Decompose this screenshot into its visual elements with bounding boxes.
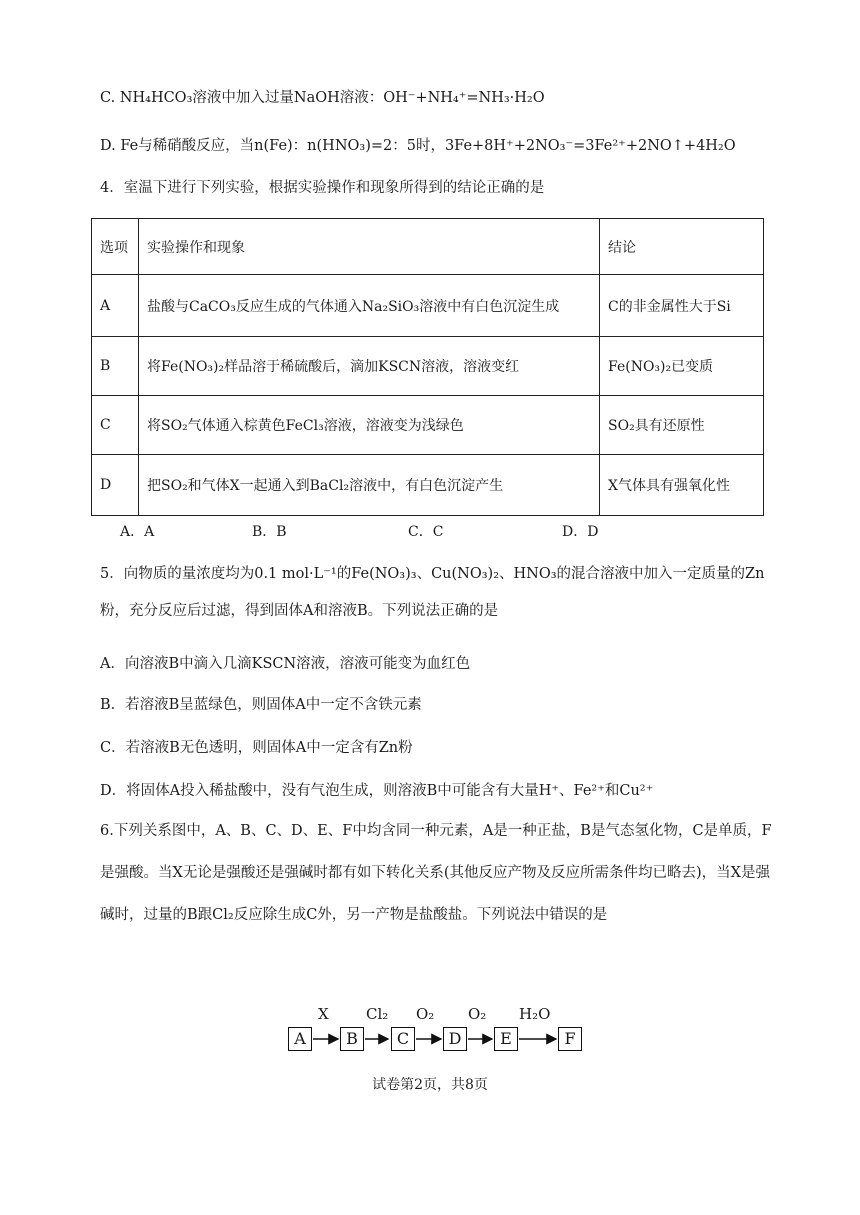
row-operation: 将Fe(NO₃)₂样品溶于稀硫酸后，滴加KSCN溶液，溶液变红	[139, 337, 600, 396]
question-5-option-c: C．若溶液B无色透明，则固体A中一定含有Zn粉	[100, 740, 413, 756]
row-operation: 将SO₂气体通入棕黄色FeCl₃溶液，溶液变为浅绿色	[139, 396, 600, 455]
row-conclusion: SO₂具有还原性	[600, 396, 764, 455]
node-f: F	[558, 1027, 582, 1051]
header-conclusion: 结论	[600, 219, 764, 275]
row-operation: 盐酸与CaCO₃反应生成的气体通入Na₂SiO₃溶液中有白色沉淀生成	[139, 275, 600, 337]
question-5-option-d: D．将固体A投入稀盐酸中，没有气泡生成，则溶液B中可能含有大量H⁺、Fe²⁺和Cu²⁺	[100, 783, 654, 799]
row-option: B	[92, 337, 139, 396]
question-5-option-a: A．向溶液B中滴入几滴KSCN溶液，溶液可能变为血红色	[100, 656, 471, 672]
reagent-o2-1: O₂	[416, 1005, 435, 1023]
header-option: 选项	[92, 219, 139, 275]
row-conclusion: X气体具有强氧化性	[600, 455, 764, 516]
option-c-line: C. NH₄HCO₃溶液中加入过量NaOH溶液：OH⁻+NH₄⁺=NH₃·H₂O	[100, 90, 545, 106]
choice-a: A．A	[120, 524, 155, 540]
reagent-x: X	[318, 1005, 329, 1023]
question-5-stem: 5．向物质的量浓度均为0.1 mol·L⁻¹的Fe(NO₃)₃、Cu(NO₃)₂、HNO₃的混合溶液中加入一定质量的Zn粉，充分反应后过滤，得到固体A和溶液B。下列说法正确的是	[100, 566, 765, 619]
node-d: D	[443, 1027, 467, 1051]
node-c: C	[391, 1027, 415, 1051]
table-header-row	[92, 219, 764, 275]
row-option: D	[92, 455, 139, 516]
reagent-cl2: Cl₂	[366, 1005, 389, 1023]
choice-d: D．D	[562, 524, 599, 540]
row-option: C	[92, 396, 139, 455]
table-row	[92, 275, 764, 337]
option-d-line: D. Fe与稀硝酸反应，当n(Fe)：n(HNO₃)=2：5时，3Fe+8H⁺+2NO₃⁻=3Fe²⁺+2NO↑+4H₂O	[100, 138, 736, 154]
reagent-h2o: H₂O	[519, 1005, 551, 1023]
conversion-diagram	[288, 1005, 588, 1055]
row-operation: 把SO₂和气体X一起通入到BaCl₂溶液中，有白色沉淀产生	[139, 455, 600, 516]
node-e: E	[494, 1027, 518, 1051]
row-option: A	[92, 275, 139, 337]
row-conclusion: Fe(NO₃)₂已变质	[600, 337, 764, 396]
page-footer: 试卷第2页，共8页	[372, 1077, 488, 1093]
table-row	[92, 455, 764, 516]
choice-b: B．B	[252, 524, 287, 540]
header-operation: 实验操作和现象	[139, 219, 600, 275]
node-a: A	[288, 1027, 312, 1051]
choice-c: C．C	[408, 524, 444, 540]
row-conclusion: C的非金属性大于Si	[600, 275, 764, 337]
question-6-stem: 6.下列关系图中，A、B、C、D、E、F中均含同一种元素，A是一种正盐，B是气态氢化物，C是单质，F是强酸。当X无论是强酸还是强碱时都有如下转化关系(其他反应产物及反应所需条件均已略去)，当X是强碱时，过量的B跟Cl₂反应除生成C外，另一产物是盐酸盐。下列说法中错误的是	[100, 823, 772, 923]
node-b: B	[340, 1027, 364, 1051]
table-row	[92, 396, 764, 455]
reagent-o2-2: O₂	[468, 1005, 487, 1023]
experiment-table	[91, 218, 764, 516]
question-5-option-b: B．若溶液B呈蓝绿色，则固体A中一定不含铁元素	[100, 697, 422, 713]
question-4-stem: 4．室温下进行下列实验，根据实验操作和现象所得到的结论正确的是	[100, 180, 545, 196]
table-row	[92, 337, 764, 396]
